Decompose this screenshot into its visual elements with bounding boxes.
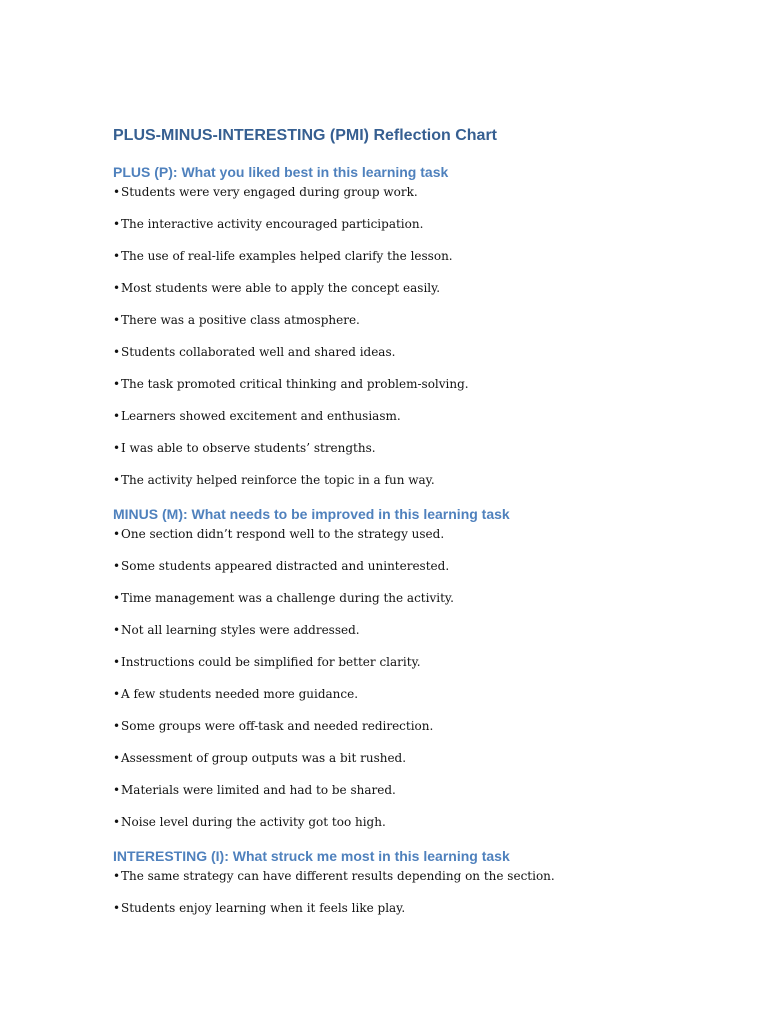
list-item-text: Learners showed excitement and enthusiasm. — [121, 409, 401, 423]
list-item-text: The task promoted critical thinking and problem-solving. — [121, 377, 469, 391]
list-item-text: The use of real-life examples helped clarify the lesson. — [121, 249, 453, 263]
bullet-icon: • — [113, 559, 121, 573]
list-item — [113, 867, 768, 899]
list-item — [113, 215, 768, 247]
bullet-icon: • — [113, 869, 121, 883]
bullet-icon: • — [113, 527, 121, 541]
bullet-icon: • — [113, 345, 121, 359]
minus-list — [113, 525, 768, 835]
list-item — [113, 471, 768, 493]
section-plus — [113, 161, 768, 493]
list-item-text: The interactive activity encouraged participation. — [121, 217, 424, 231]
bullet-icon: • — [113, 655, 121, 669]
list-item-text: There was a positive class atmosphere. — [121, 313, 360, 327]
section-interesting — [113, 845, 768, 921]
section-heading-interesting: INTERESTING (I): What struck me most in this learning task — [113, 848, 510, 864]
bullet-icon: • — [113, 249, 121, 263]
list-item — [113, 899, 768, 921]
list-item-text: I was able to observe students’ strengths. — [121, 441, 376, 455]
list-item-text: Some students appeared distracted and uninterested. — [121, 559, 450, 573]
list-item — [113, 247, 768, 279]
list-item — [113, 589, 768, 621]
bullet-icon: • — [113, 409, 121, 423]
list-item — [113, 813, 768, 835]
list-item-text: Students were very engaged during group work. — [121, 185, 418, 199]
list-item-text: Noise level during the activity got too high. — [121, 815, 386, 829]
bullet-icon: • — [113, 783, 121, 797]
bullet-icon: • — [113, 185, 121, 199]
interesting-list — [113, 867, 768, 921]
bullet-icon: • — [113, 719, 121, 733]
list-item — [113, 407, 768, 439]
bullet-icon: • — [113, 377, 121, 391]
bullet-icon: • — [113, 901, 121, 915]
section-heading-plus: PLUS (P): What you liked best in this learning task — [113, 164, 449, 180]
bullet-icon: • — [113, 623, 121, 637]
bullet-icon: • — [113, 281, 121, 295]
list-item-text: Most students were able to apply the concept easily. — [121, 281, 441, 295]
document-title: PLUS-MINUS-INTERESTING (PMI) Reflection Chart — [113, 127, 498, 144]
bullet-icon: • — [113, 687, 121, 701]
section-minus — [113, 503, 768, 835]
list-item-text: Students enjoy learning when it feels like play. — [121, 901, 406, 915]
list-item-text: Not all learning styles were addressed. — [121, 623, 360, 637]
list-item-text: Some groups were off-task and needed redirection. — [121, 719, 434, 733]
list-item-text: Materials were limited and had to be shared. — [121, 783, 396, 797]
bullet-icon: • — [113, 473, 121, 487]
list-item — [113, 557, 768, 589]
bullet-icon: • — [113, 751, 121, 765]
section-heading-minus: MINUS (M): What needs to be improved in this learning task — [113, 506, 510, 522]
bullet-icon: • — [113, 441, 121, 455]
list-item-text: Time management was a challenge during the activity. — [121, 591, 454, 605]
list-item — [113, 375, 768, 407]
bullet-icon: • — [113, 591, 121, 605]
list-item — [113, 311, 768, 343]
list-item — [113, 525, 768, 557]
list-item-text: The same strategy can have different results depending on the section. — [121, 869, 555, 883]
list-item-text: Assessment of group outputs was a bit rushed. — [121, 751, 407, 765]
list-item-text: One section didn’t respond well to the strategy used. — [121, 527, 445, 541]
list-item — [113, 621, 768, 653]
list-item — [113, 653, 768, 685]
list-item — [113, 183, 768, 215]
list-item — [113, 439, 768, 471]
bullet-icon: • — [113, 313, 121, 327]
bullet-icon: • — [113, 815, 121, 829]
list-item — [113, 279, 768, 311]
list-item-text: A few students needed more guidance. — [121, 687, 359, 701]
plus-list — [113, 183, 768, 493]
list-item — [113, 685, 768, 717]
list-item — [113, 343, 768, 375]
bullet-icon: • — [113, 217, 121, 231]
list-item-text: Instructions could be simplified for better clarity. — [121, 655, 421, 669]
list-item — [113, 749, 768, 781]
list-item-text: Students collaborated well and shared ideas. — [121, 345, 396, 359]
list-item — [113, 781, 768, 813]
list-item — [113, 717, 768, 749]
list-item-text: The activity helped reinforce the topic in a fun way. — [121, 473, 435, 487]
